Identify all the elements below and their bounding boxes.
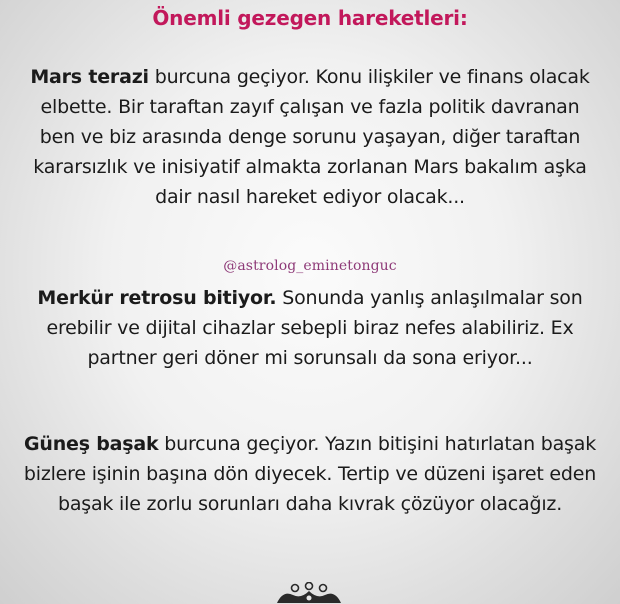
section-gunes-text: burcuna geçiyor. Yazın bitişini hatırlatan başak bizlere işinin başına dön diyecek. Tertip ve düzeni işaret eden başak ile zorlu sorunları daha kıvrak çözüyor olacağız.	[23, 433, 597, 515]
section-merkur	[22, 283, 598, 373]
page-title: Önemli gezegen hareketleri:	[152, 6, 468, 30]
decorative-ornament-icon	[271, 582, 347, 604]
section-merkur-heading: Merkür retrosu bitiyor.	[37, 287, 277, 309]
watermark-handle: @astrolog_eminetonguc	[223, 258, 397, 274]
section-mars	[22, 62, 598, 212]
section-gunes-heading: Güneş başak	[23, 433, 159, 455]
section-mars-heading: Mars terazi	[30, 66, 149, 88]
section-gunes	[22, 429, 598, 519]
section-merkur-text: Sonunda yanlış anlaşılmalar son erebilir ve dijital cihazlar sebepli biraz nefes alabiliriz. Ex partner geri döner mi sorunsalı da sona eriyor...	[46, 287, 583, 369]
section-mars-text: burcuna geçiyor. Konu ilişkiler ve finans olacak elbette. Bir taraftan zayıf çalışan ve fazla politik davranan ben ve biz arasında denge sorunu yaşayan, diğer taraftan kararsızlık ve inisiyatif almakta zorlanan Mars bakalım aşka dair nasıl hareket ediyor olacak...	[33, 66, 590, 208]
